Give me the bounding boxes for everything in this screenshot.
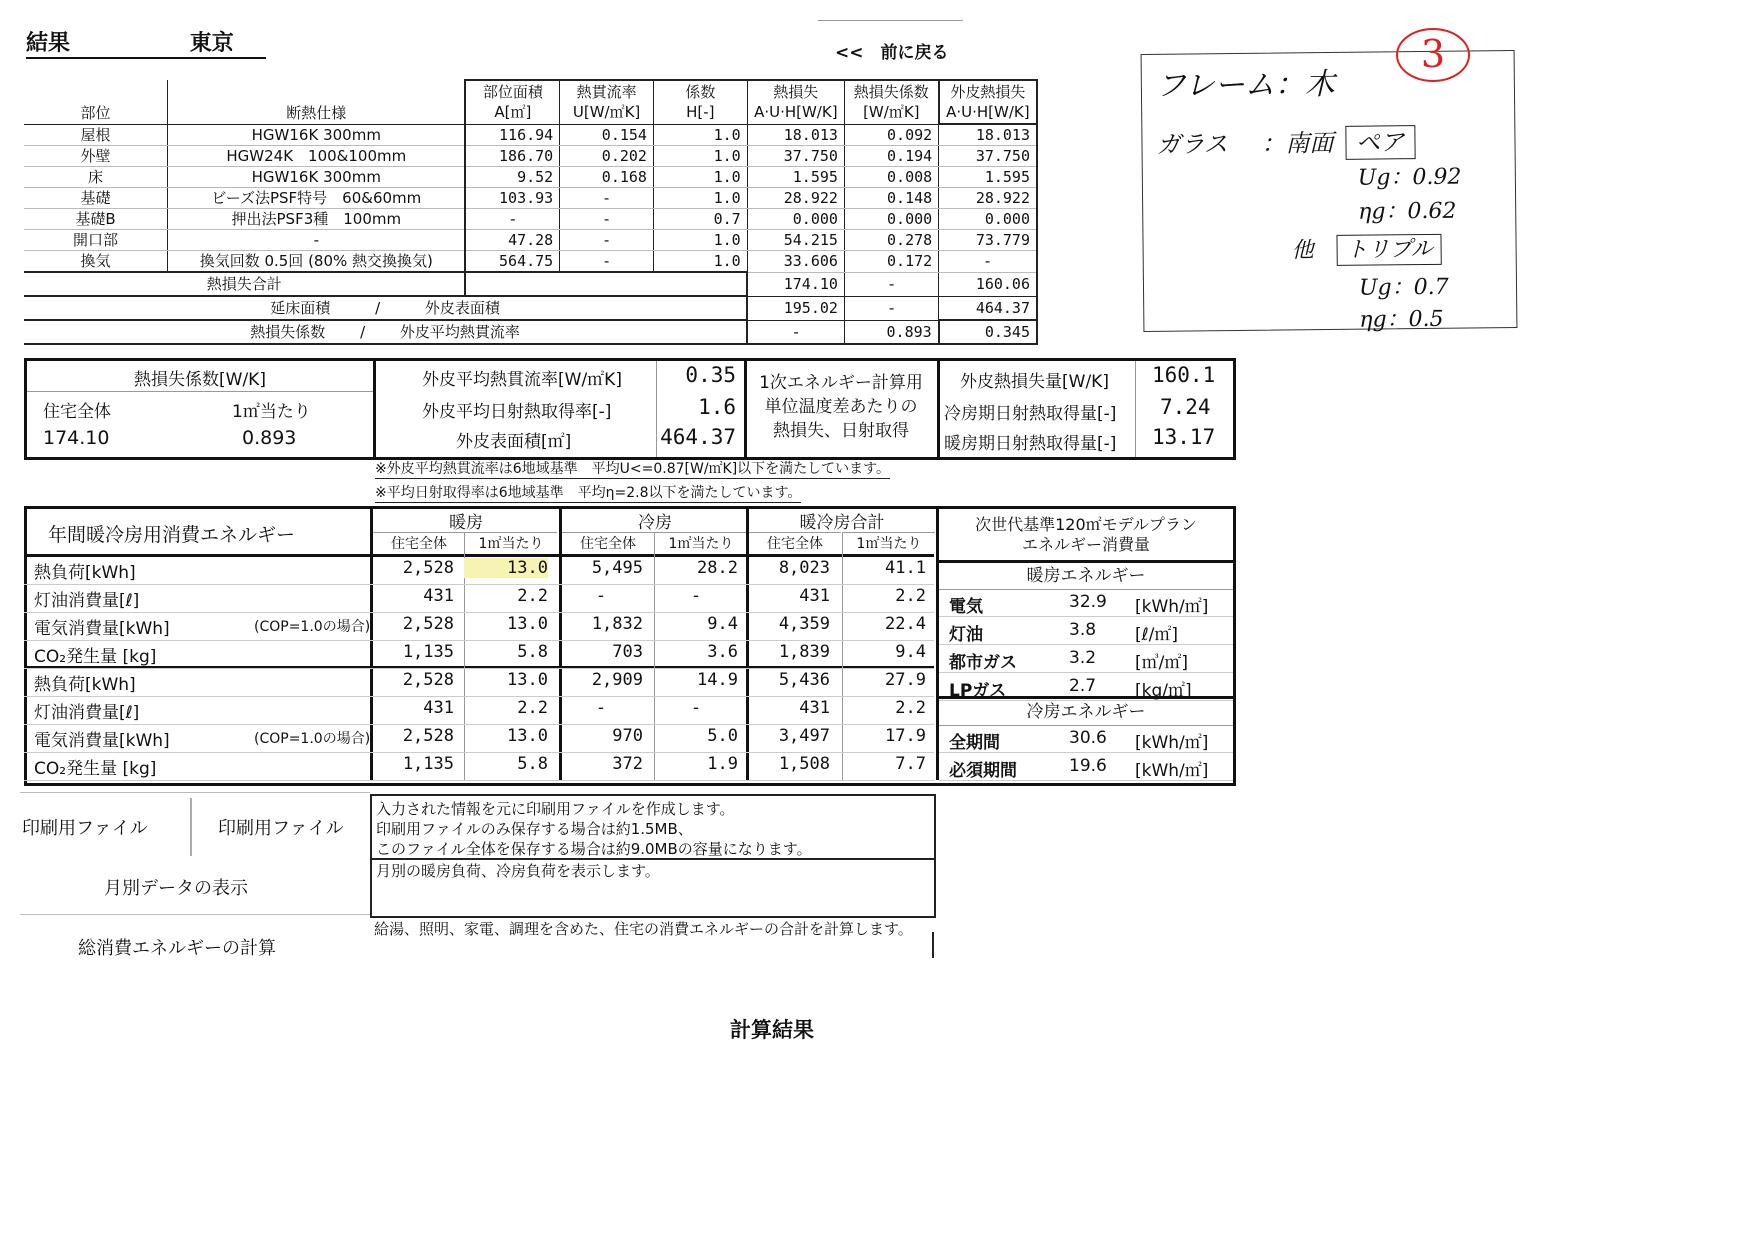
monthly-data-button[interactable]: 月別データの表示 [104,878,248,899]
energy-cell: 2,528 [402,614,454,634]
primary-line1: 1次エネルギー計算用 [759,373,923,393]
part-h: 1.0 [653,251,747,273]
part-name: 外壁 [24,146,168,167]
part-ext: 37.750 [939,146,1037,167]
energy-row-label: 灯油消費量[ℓ] [34,703,140,723]
ext-loss-label: 外皮熱損失量[W/K] [960,372,1109,392]
energy-cell: 5,436 [778,670,830,690]
energy-cell: 13.0 [507,614,548,634]
energy-row-label: CO₂発生量 [kg] [34,647,157,667]
model-row-label: 灯油 [949,625,983,645]
energy-cell: 1.9 [707,754,738,774]
part-name: 屋根 [24,124,168,146]
parts-header-row [24,80,1037,124]
gain-vline [1135,361,1136,457]
total-label: 熱損失合計 [24,272,465,296]
part-h: 1.0 [653,230,747,251]
energy-cell: 1,508 [778,754,830,774]
parts-row [24,167,1037,188]
col-area [465,80,559,124]
energy-row-rule [24,696,934,697]
cool-gain-label: 冷房期日射熱取得量[-] [944,404,1117,424]
part-loss: 54.215 [747,230,844,251]
model-row-value: 30.6 [1069,728,1107,748]
annotation-ug1: Ug：0.92 [1357,164,1462,191]
part-ext: 18.013 [939,124,1037,146]
house-col-header: 住宅全体 [746,532,841,553]
energy-cell: 13.0 [507,670,548,690]
energy-cell: 2.2 [895,586,926,606]
part-loss: 1.595 [747,167,844,188]
coef-label-slash: / [360,323,366,341]
part-ext: 28.922 [939,188,1037,209]
energy-cell: 13.0 [507,726,548,746]
energy-cell: 17.9 [885,726,926,746]
part-loss: 28.922 [747,188,844,209]
part-area: 103.93 [465,188,559,209]
print-divider [190,798,192,856]
part-ext: - [939,251,1037,273]
print-file-button-1[interactable]: 印刷用ファイル [22,818,148,839]
parts-row [24,209,1037,230]
part-u: 0.154 [560,124,654,146]
annotation-triple: トリプル [1336,234,1441,266]
energy-row-label: 電気消費量[kWh] [34,619,170,639]
per-col-header: 1㎡当たり [464,532,557,553]
circled-number [1396,28,1470,82]
energy-cell: 2.2 [517,698,548,718]
part-h: 0.7 [653,209,747,230]
energy-row-rule [24,724,934,725]
eta-label: 外皮平均日射熱取得率[-] [422,402,612,422]
total-header: 暖冷房合計 [746,508,935,532]
part-spec: HGW24K 100&100mm [168,146,466,167]
energy-cell: 9.4 [707,614,738,634]
col-area-label: 部位面積 [482,83,543,102]
hlc-per-label: 1㎡当たり [232,402,311,422]
col-u-label: 熱貫流率 [576,83,637,102]
model-row-value: 2.7 [1069,676,1097,696]
energy-row-label: CO₂発生量 [kg] [34,759,157,779]
action-mid-rule [20,914,370,915]
area-sum-value: 464.37 [660,425,736,449]
coef-label [24,320,747,344]
energy-row-rule [24,752,934,753]
model-panel [936,506,1233,780]
back-link[interactable]: << 前に戻る [835,43,949,63]
part-u: - [560,209,654,230]
page-title [26,26,266,59]
coef-label-ua: 外皮平均熱貫流率 [399,323,520,341]
desc-total: 給湯、照明、家電、調理を含めた、住宅の消費エネルギーの合計を計算します。 [374,920,913,938]
cooling-header: 冷房 [559,508,748,532]
energy-cell: 5.0 [707,726,738,746]
primary-line3: 熱損失、日射取得 [773,421,909,441]
col-ext-label: 外皮熱損失 [950,83,1026,101]
coef-q: 0.893 [844,320,938,344]
part-name: 床 [24,167,168,188]
hlc-panel [27,361,376,457]
part-area: 116.94 [465,124,559,146]
parts-area-row [24,296,1037,320]
total-lc: - [844,272,938,296]
ua-value: 0.35 [685,363,736,387]
energy-row-label: 灯油消費量[ℓ] [34,591,140,611]
annotation-frame: フレーム：木 [1155,66,1335,104]
parts-row [24,230,1037,251]
part-h: 1.0 [653,188,747,209]
col-h [653,80,747,124]
part-spec: HGW16K 300mm [168,167,466,188]
model-row-unit: [kWh/㎡] [1135,761,1209,781]
eta-value: 1.6 [698,395,736,419]
energy-cell: 1,135 [402,642,454,662]
part-lc: 0.008 [844,167,938,188]
annotation-other-label: 他 [1291,238,1314,264]
parts-row [24,124,1037,146]
model-row [939,754,1233,781]
energy-row-label: 熱負荷[kWh] [34,563,136,583]
energy-header-rule [24,554,934,557]
model-row-unit: [kg/㎡] [1135,681,1192,701]
energy-grid [24,506,934,780]
area-sum-label: 外皮表面積[㎡] [456,432,572,452]
hlc-per: 0.893 [242,427,297,449]
col-u-unit: U[W/㎡K] [572,103,641,122]
cop-note: (COP=1.0の場合) [254,619,371,635]
model-row-value: 3.2 [1069,648,1097,668]
total-loss: 174.10 [747,272,844,296]
part-h: 1.0 [653,167,747,188]
part-spec: 換気回数 0.5回 (80% 熱交換換気) [168,251,466,273]
part-ext: 1.595 [939,167,1037,188]
col-area-unit: A[㎡] [494,103,532,122]
col-loss-label: 熱損失 [773,83,819,102]
annotation-glass-south: ：南面 [1261,128,1334,158]
area-dash: - [844,296,938,320]
energy-cell: 5.8 [517,754,548,774]
part-u: 0.168 [560,167,654,188]
energy-cell: 1,839 [778,642,830,662]
per-col-header: 1㎡当たり [842,532,935,553]
energy-cell: 7.7 [895,754,926,774]
energy-cell: 8,023 [778,558,830,578]
part-ext: 0.000 [939,209,1037,230]
model-row-unit: [kWh/㎡] [1135,733,1209,753]
energy-cell: 5.8 [517,642,548,662]
energy-cell: 3,497 [778,726,830,746]
part-lc: 0.092 [844,124,938,146]
energy-cell: 41.1 [885,558,926,578]
annotation-ng1: ηg：0.62 [1358,198,1457,225]
part-loss: 37.750 [747,146,844,167]
hlc-divider [27,391,373,392]
energy-row-rule [24,584,934,585]
model-row-label: LPガス [949,681,1007,701]
title-text: 結果 [26,31,71,56]
energy-cell: 14.9 [697,670,738,690]
parts-table [24,79,1038,345]
energy-cell: 2,909 [591,670,643,690]
model-row [939,646,1233,673]
col-h-unit: H[-] [686,103,715,122]
energy-cell: 2,528 [402,726,454,746]
energy-cell: 1,832 [591,614,643,634]
energy-cell: 431 [799,698,830,718]
part-name: 換気 [24,251,168,273]
model-row-label: 都市ガス [949,653,1017,673]
cool-energy-title: 冷房エネルギー [939,696,1233,726]
area-label-floor: 延床面積 [270,299,331,317]
energy-cell: 2.2 [517,586,548,606]
parts-total-row [24,272,1037,296]
primary-panel [747,371,935,443]
model-row-label: 必須期間 [949,761,1017,781]
part-u: 0.202 [560,146,654,167]
energy-cell: 1,135 [402,754,454,774]
col-loss-unit: A·U·H[W/K] [754,103,838,122]
action-area [20,792,935,962]
model-row [939,726,1233,753]
footer-caption: 計算結果 [730,1018,814,1042]
desc-print-1: 入力された情報を元に印刷用ファイルを作成します。 [376,800,735,818]
area-label-slash: / [375,299,381,317]
parts-row [24,251,1037,273]
part-loss: 0.000 [747,209,844,230]
energy-cell: - [690,586,702,606]
energy-cell: 970 [612,726,643,746]
part-area: 186.70 [465,146,559,167]
energy-cell: - [595,586,607,606]
ua-label: 外皮平均熱貫流率[W/㎡K] [422,370,622,390]
col-spec: 断熱仕様 [168,80,466,124]
energy-cell: 22.4 [885,614,926,634]
part-lc: 0.172 [844,251,938,273]
energy-cell: 431 [423,698,454,718]
annotation-other [1291,232,1441,265]
part-loss: 18.013 [747,124,844,146]
energy-cell: 431 [799,586,830,606]
energy-row-label: 熱負荷[kWh] [34,675,136,695]
total-spacer [465,272,747,296]
heat-gain-label: 暖房期日射熱取得量[-] [944,434,1117,454]
print-file-button-2[interactable]: 印刷用ファイル [218,818,344,839]
part-name: 基礎 [24,188,168,209]
primary-line2: 単位温度差あたりの [764,397,918,417]
energy-cell: 431 [423,586,454,606]
energy-row-rule [24,780,934,781]
energy-cell: - [690,698,702,718]
total-energy-button[interactable]: 総消費エネルギーの計算 [78,938,276,959]
part-spec: 押出法PSF3種 100mm [168,209,466,230]
energy-cell: - [595,698,607,718]
col-h-label: 係数 [685,83,716,102]
energy-cell: 4,359 [778,614,830,634]
part-ext: 73.779 [939,230,1037,251]
col-u [560,80,654,124]
model-row-unit: [㎥/㎡] [1135,653,1188,673]
part-h: 1.0 [653,146,747,167]
annotation-ug2: Ug：0.7 [1358,274,1449,301]
model-row [939,618,1233,645]
coef-label-q: 熱損失係数 [250,323,326,341]
location-text: 東京 [189,31,234,56]
house-col-header: 住宅全体 [559,532,654,553]
energy-cell: 27.9 [885,670,926,690]
col-ext [939,80,1037,124]
energy-cell: 2,528 [402,558,454,578]
floor-area: 195.02 [747,296,844,320]
energy-cell: 5,495 [591,558,643,578]
desc-monthly: 月別の暖房負荷、冷房負荷を表示します。 [376,862,660,880]
energy-cell: 2.2 [895,698,926,718]
part-h: 1.0 [653,124,747,146]
top-rule [818,20,963,21]
part-spec: ビーズ法PSF特号 60&60mm [168,188,466,209]
heat-gain-value: 13.17 [1152,425,1216,449]
note-eta: ※平均日射取得率は6地域基準 平均η=2.8以下を満たしています。 [375,482,801,503]
hlc-title: 熱損失係数[W/K] [134,370,266,390]
part-spec: - [168,230,466,251]
cool-gain-value: 7.24 [1160,395,1211,419]
model-row-label: 電気 [949,597,983,617]
energy-cell: 372 [612,754,643,774]
annotation-pair: ペア [1345,125,1415,160]
energy-row-label: 電気消費量[kWh] [34,731,170,751]
model-row-value: 3.8 [1069,620,1097,640]
ext-loss-value: 160.1 [1152,363,1216,387]
gain-panel [937,361,1236,457]
ua-panel [376,361,747,457]
heat-energy-title: 暖房エネルギー [939,560,1233,590]
model-title1: 次世代基準120㎡モデルプラン [975,515,1197,534]
summary-block [24,358,1236,460]
parts-coef-row [24,320,1037,344]
part-u: - [560,230,654,251]
model-row-value: 19.6 [1069,756,1107,776]
parts-row [24,146,1037,167]
action-top-rule [20,792,370,793]
hlc-house: 住宅全体 [43,402,111,422]
house-col-header: 住宅全体 [370,532,465,553]
energy-cell: 2,528 [402,670,454,690]
col-ext-unit: A·U·H[W/K] [946,103,1030,121]
note-ua: ※外皮平均熱貫流率は6地域基準 平均U<=0.87[W/㎡K]以下を満たしています。 [375,458,890,479]
part-area: 564.75 [465,251,559,273]
part-name: 基礎B [24,209,168,230]
desc-print-3: このファイル全体を保存する場合は約9.0MBの容量になります。 [376,840,812,858]
parts-body [24,124,1037,272]
col-lc [844,80,938,124]
area-label-ext: 外皮表面積 [424,299,500,317]
annotation-glass-label: ガラス [1156,130,1228,159]
col-lc-unit: [W/㎡K] [863,103,920,122]
total-ext: 160.06 [939,272,1037,296]
circled-number-text: 3 [1420,32,1446,76]
heating-header: 暖房 [370,508,559,532]
part-area: 9.52 [465,167,559,188]
part-loss: 33.606 [747,251,844,273]
energy-cell: 3.6 [707,642,738,662]
per-col-header: 1㎡当たり [654,532,747,553]
energy-cell: 28.2 [697,558,738,578]
part-area: - [465,209,559,230]
col-lc-label: 熱損失係数 [853,83,929,102]
part-lc: 0.194 [844,146,938,167]
desc-total-rule [932,932,934,958]
desc-box [370,794,936,918]
energy-title: 年間暖冷房用消費エネルギー [48,524,296,546]
parts-row [24,188,1037,209]
energy-cell: 13.0 [464,558,548,578]
area-label [24,296,747,320]
model-title2: エネルギー消費量 [1021,535,1150,554]
energy-row-rule [24,668,934,669]
model-row-value: 32.9 [1069,592,1107,612]
part-lc: 0.000 [844,209,938,230]
model-row-unit: [ℓ/㎡] [1135,625,1179,645]
col-loss [747,80,844,124]
part-spec: HGW16K 300mm [168,124,466,146]
energy-cell: 9.4 [895,642,926,662]
part-u: - [560,188,654,209]
part-lc: 0.148 [844,188,938,209]
part-name: 開口部 [24,230,168,251]
energy-row-rule [24,640,934,641]
energy-cell: 703 [612,642,643,662]
part-area: 47.28 [465,230,559,251]
cop-note: (COP=1.0の場合) [254,731,371,747]
coef-dash: - [747,320,844,344]
coef-ua: 0.345 [939,320,1037,344]
hlc-total: 174.10 [43,427,110,449]
annotation-ng2: ηg：0.5 [1359,306,1444,333]
model-row-label: 全期間 [949,733,1000,753]
energy-row-rule [24,612,934,613]
ua-vline [656,361,657,457]
model-row-unit: [kWh/㎡] [1135,597,1209,617]
part-u: - [560,251,654,273]
ext-area: 464.37 [939,296,1037,320]
desc-print-2: 印刷用ファイルのみ保存する場合は約1.5MB、 [376,820,693,838]
annotation-box [1141,50,1518,332]
col-part: 部位 [24,80,168,124]
model-row [939,590,1233,617]
part-lc: 0.278 [844,230,938,251]
annotation-glass [1156,122,1415,160]
